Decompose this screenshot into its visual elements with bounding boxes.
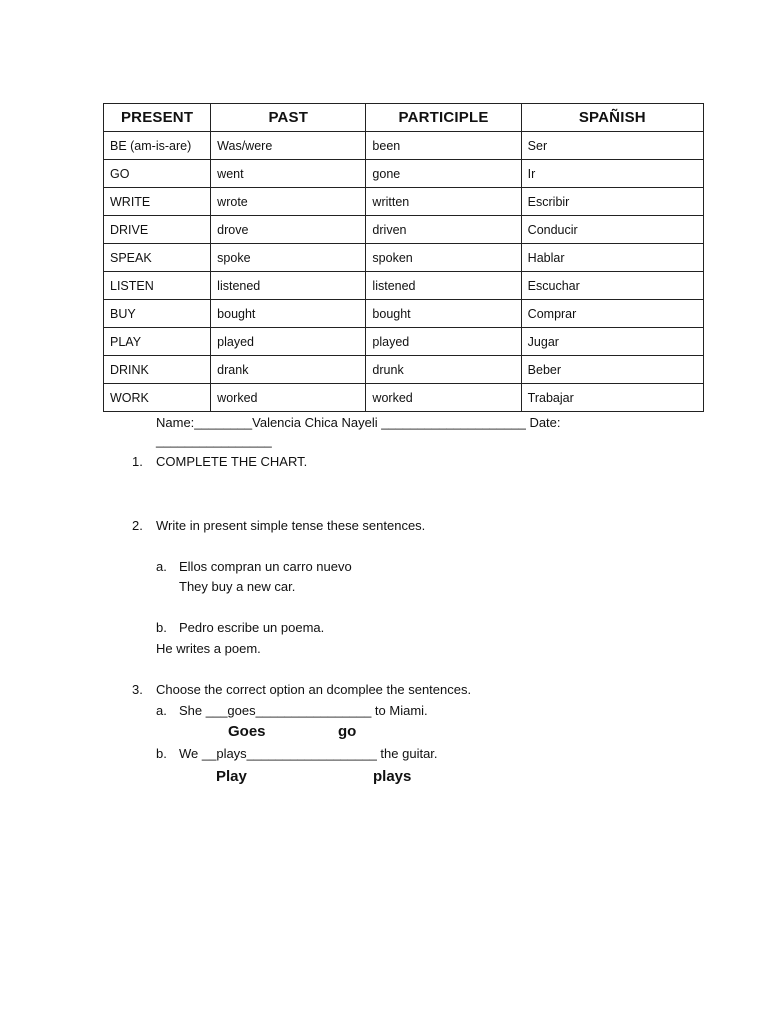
header-participle: PARTICIPLE (366, 104, 521, 132)
section2-b-label: b. (156, 620, 167, 635)
section3-b-sentence: We __plays__________________ the guitar. (179, 746, 438, 761)
cell-participle: listened (366, 272, 521, 300)
cell-present: WRITE (104, 188, 211, 216)
section2-a-english: They buy a new car. (179, 579, 296, 594)
cell-past: bought (211, 300, 366, 328)
name-date-line: Name:________Valencia Chica Nayeli ____________________ Date: (156, 415, 561, 430)
cell-present: SPEAK (104, 244, 211, 272)
cell-participle: worked (366, 384, 521, 412)
cell-past: went (211, 160, 366, 188)
section3-a-option1: Goes (228, 723, 266, 740)
section1-instruction: COMPLETE THE CHART. (156, 454, 308, 469)
date-blank: ________________ (156, 433, 272, 448)
section3-a-option2: go (338, 723, 357, 740)
cell-present: DRIVE (104, 216, 211, 244)
section3-b-option1: Play (216, 768, 247, 785)
cell-past: spoke (211, 244, 366, 272)
section3-instruction: Choose the correct option an dcomplee the sentences. (156, 682, 472, 697)
cell-present: DRINK (104, 356, 211, 384)
header-spanish: SPAÑISH (521, 104, 703, 132)
cell-spanish: Ser (521, 132, 703, 160)
section2-a-label: a. (156, 559, 167, 574)
cell-spanish: Conducir (521, 216, 703, 244)
cell-participle: played (366, 328, 521, 356)
cell-spanish: Trabajar (521, 384, 703, 412)
cell-present: WORK (104, 384, 211, 412)
cell-past: drank (211, 356, 366, 384)
table-header-row (104, 104, 704, 132)
header-present: PRESENT (104, 104, 211, 132)
section2-instruction: Write in present simple tense these sentences. (156, 518, 426, 533)
cell-past: worked (211, 384, 366, 412)
cell-past: played (211, 328, 366, 356)
cell-spanish: Ir (521, 160, 703, 188)
section3-number: 3. (132, 682, 143, 697)
cell-participle: driven (366, 216, 521, 244)
cell-present: LISTEN (104, 272, 211, 300)
table-row (104, 384, 704, 412)
header-past: PAST (211, 104, 366, 132)
cell-present: PLAY (104, 328, 211, 356)
table-row (104, 216, 704, 244)
cell-spanish: Comprar (521, 300, 703, 328)
cell-spanish: Hablar (521, 244, 703, 272)
cell-spanish: Beber (521, 356, 703, 384)
cell-participle: bought (366, 300, 521, 328)
table-row (104, 300, 704, 328)
cell-past: Was/were (211, 132, 366, 160)
section2-a-spanish: Ellos compran un carro nuevo (179, 559, 352, 574)
table-row (104, 272, 704, 300)
cell-present: BE (am-is-are) (104, 132, 211, 160)
table-row (104, 356, 704, 384)
table-row (104, 188, 704, 216)
cell-participle: gone (366, 160, 521, 188)
section2-b-spanish: Pedro escribe un poema. (179, 620, 325, 635)
cell-participle: been (366, 132, 521, 160)
cell-past: wrote (211, 188, 366, 216)
cell-spanish: Jugar (521, 328, 703, 356)
section2-b-english: He writes a poem. (156, 641, 261, 656)
cell-present: GO (104, 160, 211, 188)
cell-participle: drunk (366, 356, 521, 384)
cell-present: BUY (104, 300, 211, 328)
cell-spanish: Escribir (521, 188, 703, 216)
cell-participle: written (366, 188, 521, 216)
section2-number: 2. (132, 518, 143, 533)
cell-participle: spoken (366, 244, 521, 272)
table-row (104, 328, 704, 356)
section3-a-sentence: She ___goes________________ to Miami. (179, 703, 428, 718)
section3-a-label: a. (156, 703, 167, 718)
verb-table (103, 103, 704, 412)
cell-spanish: Escuchar (521, 272, 703, 300)
section3-b-label: b. (156, 746, 167, 761)
table-row (104, 160, 704, 188)
cell-past: listened (211, 272, 366, 300)
section1-number: 1. (132, 454, 143, 469)
table-row (104, 244, 704, 272)
table-row (104, 132, 704, 160)
cell-past: drove (211, 216, 366, 244)
section3-b-option2: plays (373, 768, 412, 785)
